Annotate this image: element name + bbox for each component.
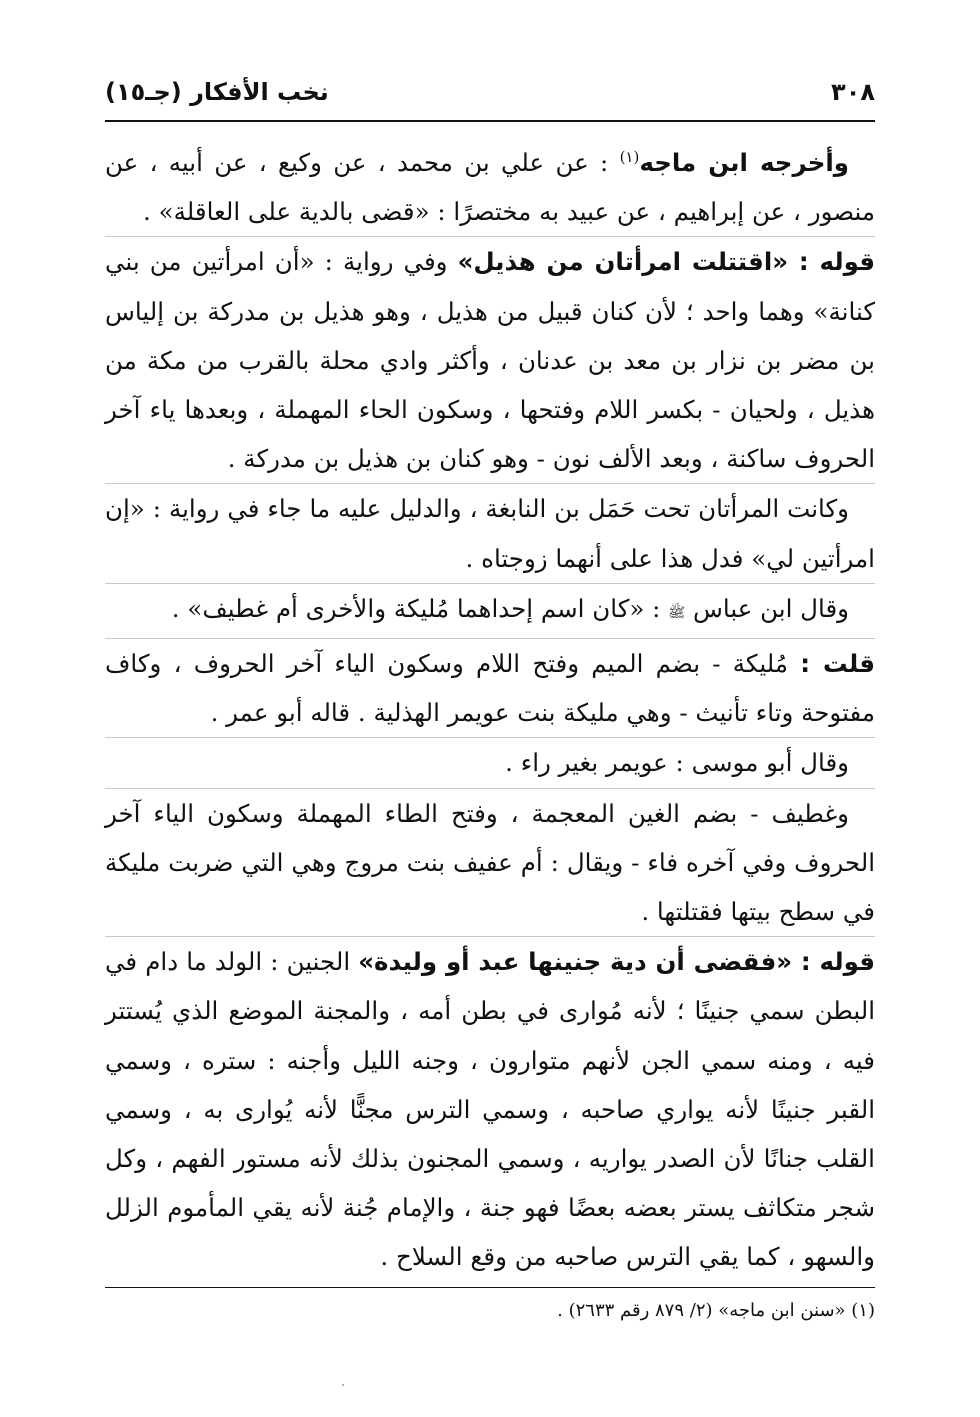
main-text [105,138,875,1282]
header-rule [105,120,875,122]
paragraph-text: وغطيف - بضم الغين المعجمة ، وفتح الطاء المهملة وسكون الياء آخر الحروف وفي آخره فاء - ويقال : أم عفيف بنت مروج وهي التي ضربت مليكة في سطح بيتها فقتلتها . [105,798,875,927]
paragraph [105,236,875,483]
paragraph-text: وكانت المرأتان تحت حَمَل بن النابغة ، والدليل عليه ما جاء في رواية : «إن امرأتين لي» فدل هذا على أنهما زوجتاه . [105,494,875,573]
paragraph-text: وقال ابن عباس [685,593,849,623]
paragraph [105,583,875,638]
paragraph-lead: قوله : «اقتتلت امرأتان من هذيل» [457,247,875,277]
paragraph [105,483,875,582]
paragraph-lead: قوله : «فقضى أن دية جنينها عبد أو وليدة» [358,947,875,977]
paragraph [105,638,875,737]
paragraph-text: وفي رواية : «أن امرأتين من بني كنانة» وهما واحد ؛ لأن كنان قبيل من هذيل ، وهو هذيل بن مدركة بن إلياس بن مضر بن نزار بن معد بن عدنان ، وأكثر وادي محلة بالقرب من مكة من هذيل ، ولحيان - بكسر اللام وفتحها ، وسكون الحاء المهملة ، وبعدها ياء آخر الحروف ساكنة ، وبعد الألف نون - وهو كنان بن هذيل بن مدركة . [105,247,875,474]
paragraph-text: : «كان اسم إحداهما مُليكة والأخرى أم غطيف» . [171,593,669,623]
honorific-sign: ﷺ [668,604,686,621]
page-number: ٣٠٨ [831,78,875,106]
paragraph-text: مُليكة - بضم الميم وفتح اللام وسكون الياء آخر الحروف ، وكاف مفتوحة وتاء تأنيث - وهي مليكة بنت عويمر الهذلية . قاله أبو عمر . [105,649,875,728]
paragraph [105,788,875,937]
scan-speck [342,1384,344,1386]
paragraph-lead: قلت : [800,649,875,679]
paragraph-text: : عن علي بن محمد ، عن وكيع ، عن أبيه ، عن منصور ، عن إبراهيم ، عن عبيد به مختصرًا : «قضى بالدية على العاقلة» . [105,148,875,227]
running-title: نخب الأفكار (جـ١٥) [105,78,329,106]
footnote [105,1296,875,1326]
footnote-text: (١) «سنن ابن ماجه» (٢/ ٨٧٩ رقم ٢٦٣٣) . [557,1300,875,1321]
paragraph-text: الجنين : الولد ما دام في البطن سمي جنينًا ؛ لأنه مُوارى في بطن أمه ، والمجنة الموضع الذي يُستتر فيه ، ومنه سمي الجن لأنهم متوارون ، وجنه الليل وأجنه : ستره ، وسمي القبر جنينًا لأنه يواري صاحبه ، وسمي الترس مجنًّا لأنه يُوارى به ، وسمي القلب جنانًا لأن الصدر يواريه ، وسمي المجنون بذلك لأنه مستور الفهم ، وكل شجر متكاثف يستر بعضه بعضًا فهو جنة ، والإمام جُنة لأنه يقي المأموم الزلل والسهو ، كما يقي الترس صاحبه من وقع السلاح . [105,947,875,1272]
paragraph-lead: وأخرجه ابن ماجه [639,148,849,177]
paragraph [105,138,875,236]
footnote-rule [105,1287,875,1288]
paragraph [105,737,875,787]
page-header [105,68,875,116]
footnote-reference: (١) [619,147,640,166]
paragraph-text: وقال أبو موسى : عويمر بغير راء . [505,748,849,778]
paragraph [105,936,875,1281]
